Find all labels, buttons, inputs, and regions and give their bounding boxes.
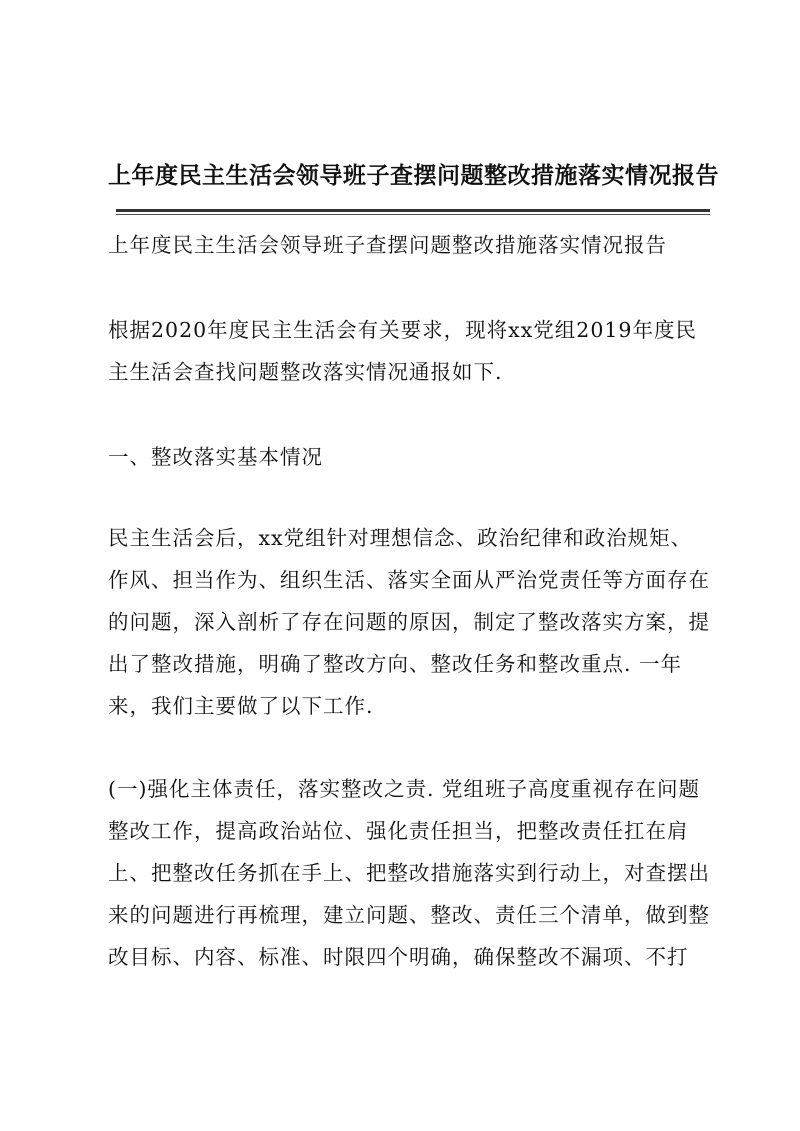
paragraph-intro <box>108 309 713 393</box>
paragraph-overview <box>108 517 713 727</box>
text-line: 上、把整改任务抓在手上、把整改措施落实到行动上，对查摆出 <box>108 861 710 885</box>
text-line: 来，我们主要做了以下工作. <box>108 694 374 718</box>
text-line: 一、整改落实基本情况 <box>108 445 323 469</box>
section-heading <box>108 436 713 478</box>
document-title: 上年度民主生活会领导班子查摆问题整改措施落实情况报告 <box>108 162 719 189</box>
text-line: 出了整改措施，明确了整改方向、整改任务和整改重点. 一年 <box>108 652 683 676</box>
text-line: 的问题，深入剖析了存在问题的原因，制定了整改落实方案，提 <box>108 610 710 634</box>
title-divider-thin <box>116 214 710 215</box>
text-line: 整改工作，提高政治站位、强化责任担当，把整改责任扛在肩 <box>108 819 689 843</box>
paragraph-subtitle <box>108 224 713 266</box>
paragraph-item-1 <box>108 768 713 978</box>
text-line: 改目标、内容、标准、时限四个明确，确保整改不漏项、不打 <box>108 945 689 969</box>
text-line: 民主生活会后，xx党组针对理想信念、政治纪律和政治规矩、 <box>108 526 693 550</box>
text-line: 上年度民主生活会领导班子查摆问题整改措施落实情况报告 <box>108 233 667 257</box>
text-line: 作风、担当作为、组织生活、落实全面从严治党责任等方面存在 <box>108 568 710 592</box>
text-line: 来的问题进行再梳理，建立问题、整改、责任三个清单，做到整 <box>108 903 710 927</box>
text-line: (一)强化主体责任，落实整改之责. 党组班子高度重视存在问题 <box>108 777 701 801</box>
text-line: 主生活会查找问题整改落实情况通报如下. <box>108 360 503 384</box>
text-line: 根据2020年度民主生活会有关要求，现将xx党组2019年度民 <box>108 318 697 342</box>
title-divider-thick <box>116 209 710 212</box>
